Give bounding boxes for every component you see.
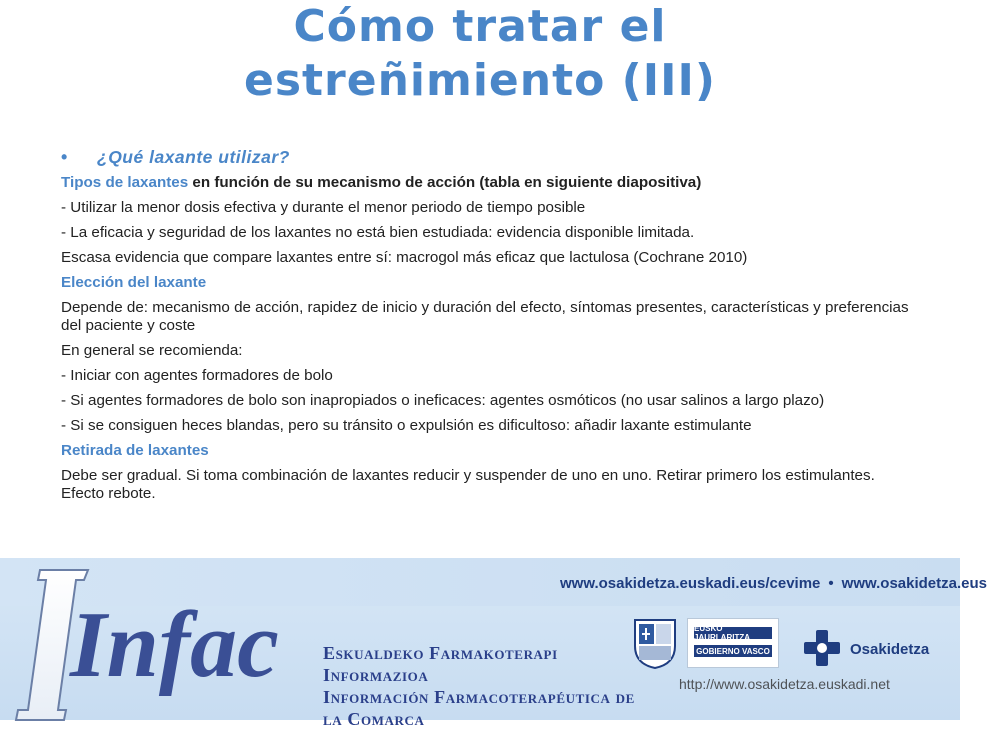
paragraph: - La eficacia y seguridad de los laxantes no está bien estudiada: evidencia disponible limitada. [61,224,695,241]
infac-logo [18,566,318,720]
types-line [61,174,921,192]
bottom-url[interactable]: http://www.osakidetza.euskadi.net [679,676,890,692]
footer-urls [560,575,987,592]
section-heading-retirada: Retirada de laxantes [61,442,209,459]
paragraph: - Utilizar la menor dosis efectiva y durante el menor periodo de tiempo posible [61,199,586,216]
title-line-2: estreñimiento (III) [243,55,717,106]
osakidetza-logo-text: Osakidetza [850,641,930,658]
title-line-1: Cómo tratar el [293,1,667,52]
gv-line-1: EUSKO JAURLARITZA [694,627,772,639]
paragraph: - Si se consiguen heces blandas, pero su tránsito o expulsión es dificultoso: añadir laxante estimulante [61,417,752,434]
paragraph: Debe ser gradual. Si toma combinación de laxantes reducir y suspender de uno en uno. Retirar primero los estimulantes. Efecto rebote. [61,467,875,502]
paragraph: Depende de: mecanismo de acción, rapidez de inicio y duración del efecto, síntomas presentes, características y preferencias del paciente y coste [61,299,909,334]
footer-banner [0,558,987,729]
types-rest: en función de su mecanismo de acción (tabla en siguiente diapositiva) [188,174,702,191]
section-heading-eleccion: Elección del laxante [61,274,207,291]
basque-emblem-icon [630,614,680,670]
slide-content [61,148,921,510]
cevime-link[interactable]: www.osakidetza.euskadi.eus/cevime [560,575,821,592]
bullet-text: ¿Qué laxante utilizar? [97,147,290,167]
gobierno-vasco-logo [687,618,779,668]
infac-subtitle [323,642,653,730]
paragraph: - Si agentes formadores de bolo son inapropiados o ineficaces: agentes osmóticos (no usar salinos a largo plazo) [61,392,825,409]
infac-line-es: Información Farmacoterapéutica de la Comarca [323,687,635,729]
svg-text:Infac: Infac [70,593,279,697]
slide-title [0,0,960,108]
paragraph: Escasa evidencia que compare laxantes entre sí: macrogol más eficaz que lactulosa (Cochrane 2010) [61,249,748,266]
infac-line-eu: Eskualdeko Farmakoterapi Informazioa [323,643,558,685]
osakidetza-cross-icon [802,628,842,668]
types-lead: Tipos de laxantes [61,174,189,191]
paragraph: - Iniciar con agentes formadores de bolo [61,367,333,384]
bullet-question [61,148,921,166]
url-separator: • [828,575,834,592]
bullet-dot-icon: • [61,147,68,167]
osakidetza-link[interactable]: www.osakidetza.eus [841,575,987,592]
paragraph: En general se recomienda: [61,342,243,359]
gv-line-2: GOBIERNO VASCO [694,645,772,657]
